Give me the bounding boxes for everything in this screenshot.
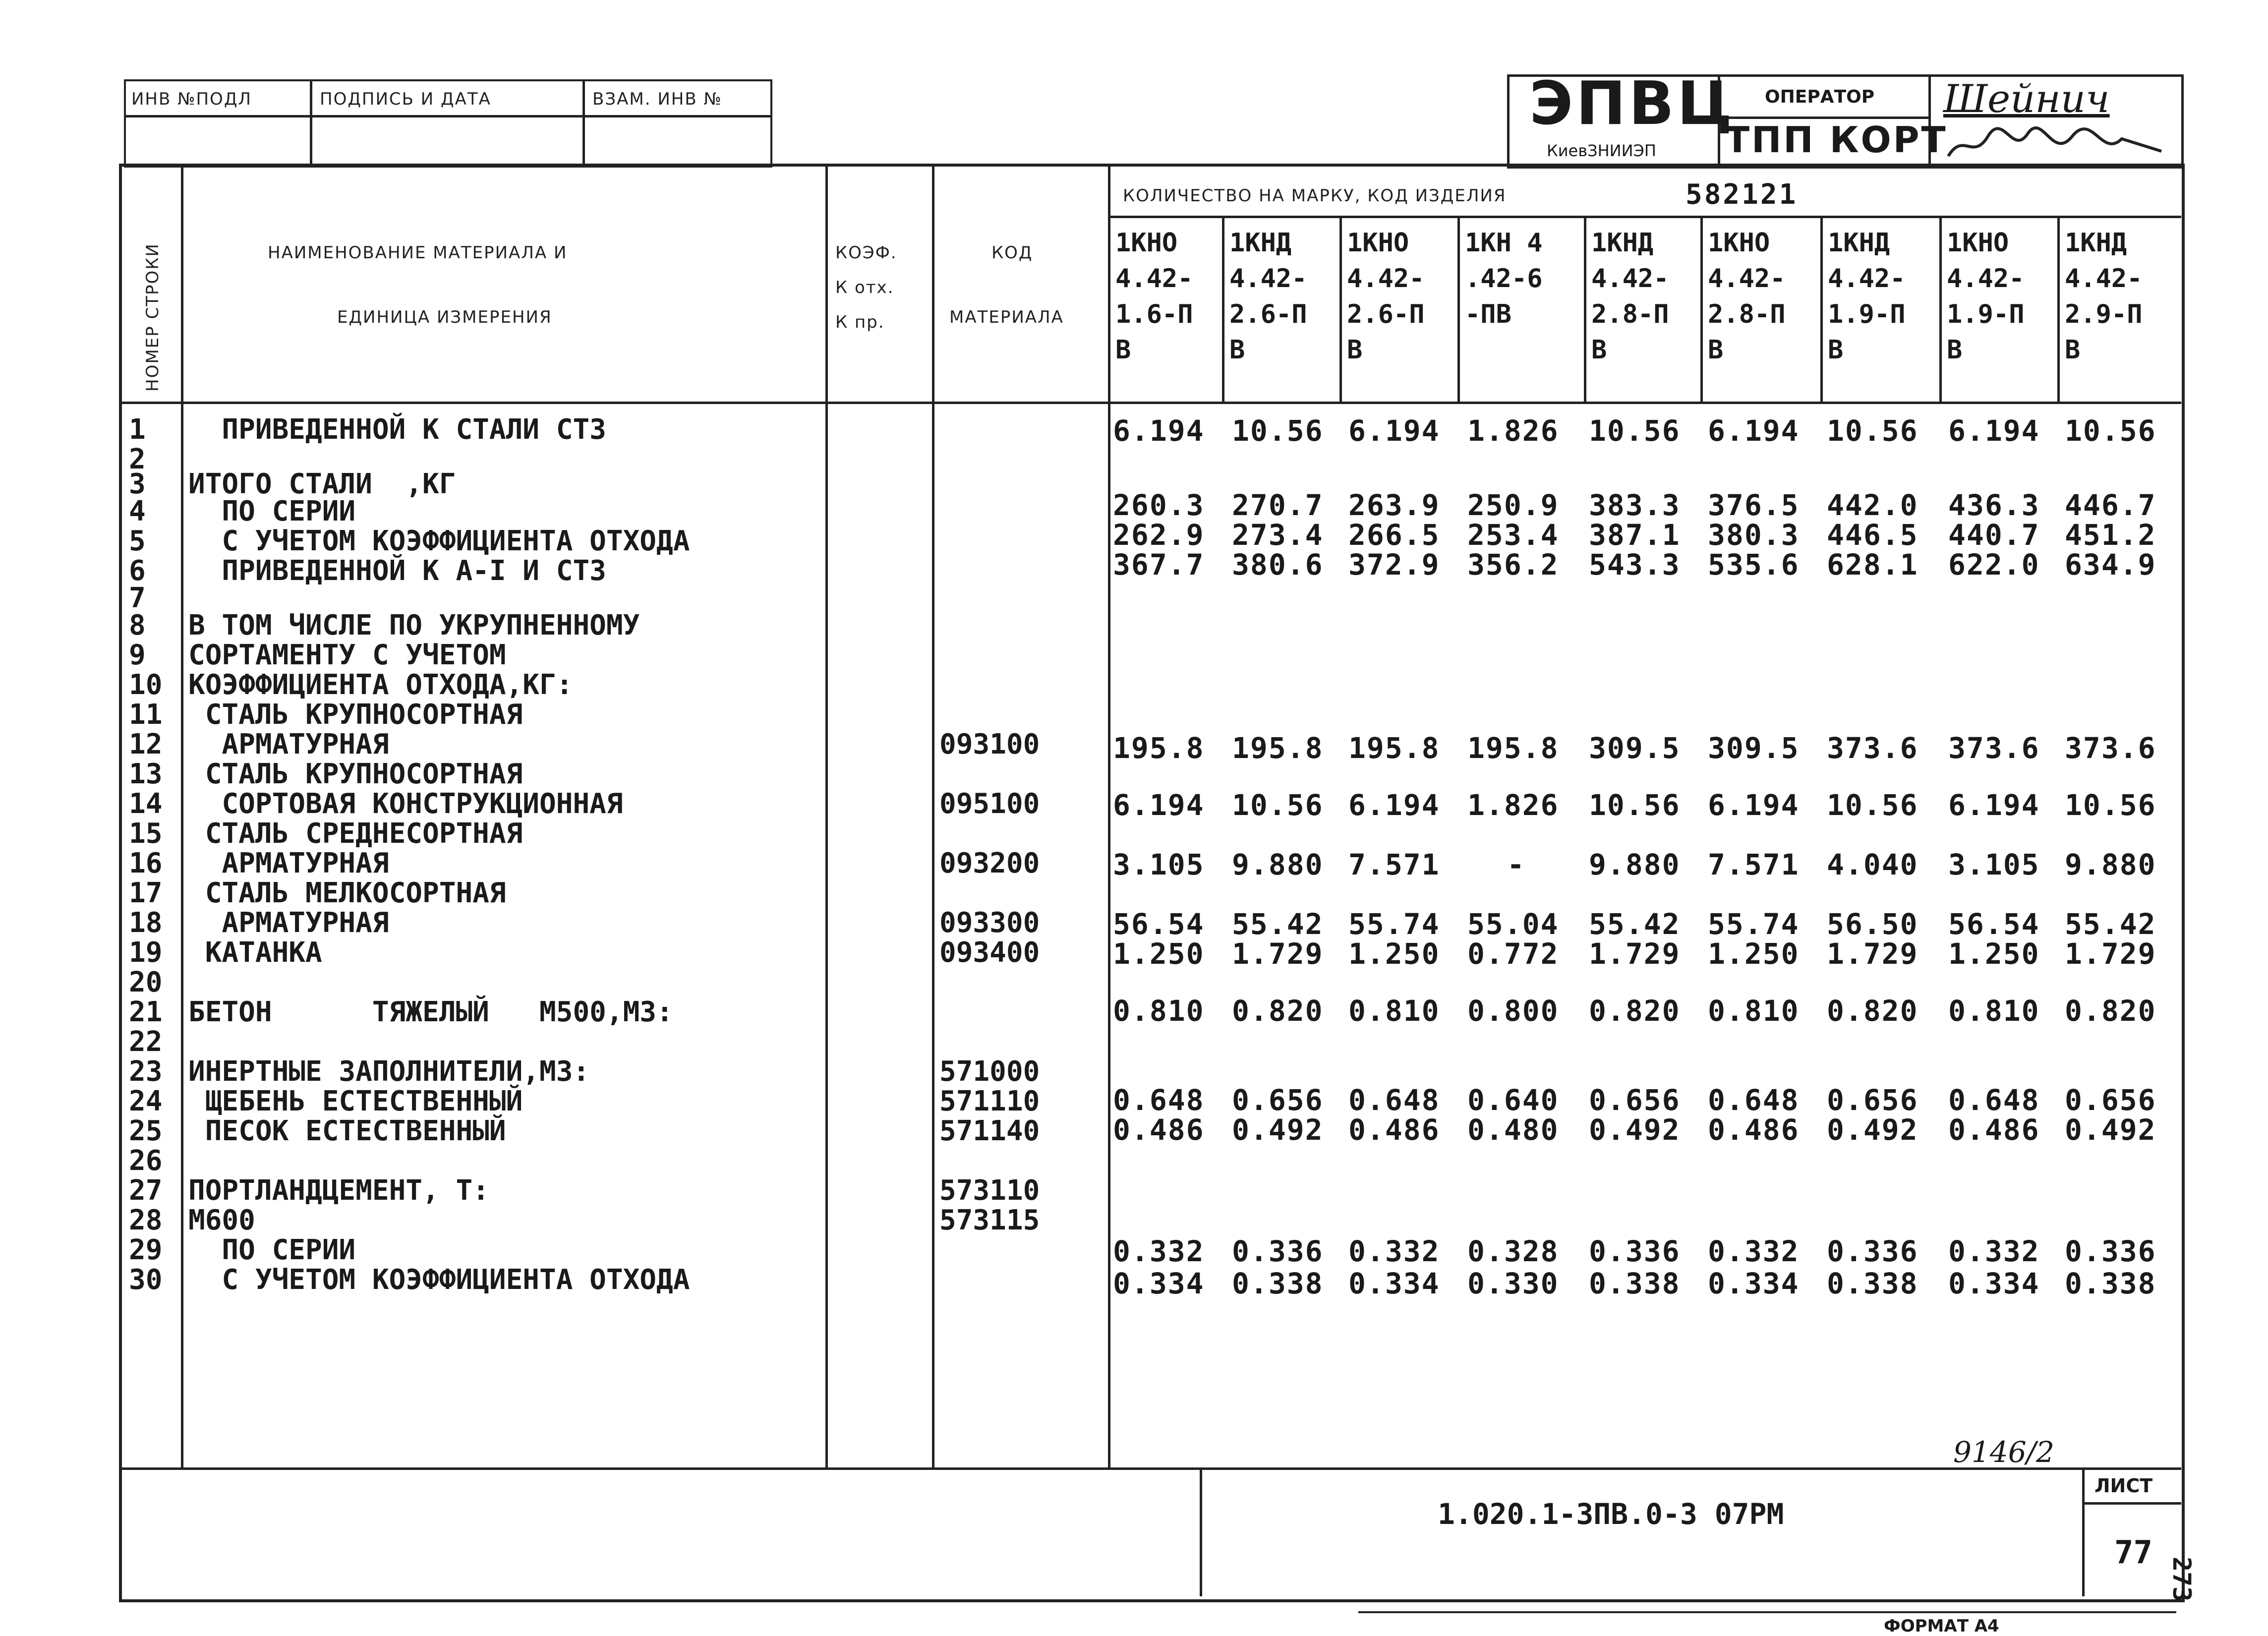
row-name: ПОРТЛАНДЦЕМЕНТ, Т: — [188, 1174, 489, 1207]
cell-value: 0.338 — [1232, 1267, 1324, 1300]
cell-value: 373.6 — [1827, 731, 1919, 765]
cell-value: 0.810 — [1948, 994, 2040, 1028]
cell-value: 1.826 — [1467, 414, 1559, 448]
mark-header-1-line-2: 4.42- — [1115, 264, 1193, 293]
row-number: 13 — [129, 758, 163, 790]
cell-value: 0.820 — [1827, 994, 1919, 1028]
row-name: С УЧЕТОМ КОЭФФИЦИЕНТА ОТХОДА — [188, 525, 690, 557]
cell-value: 6.194 — [1113, 414, 1205, 448]
cell-value: 0.486 — [1948, 1113, 2040, 1147]
ref-number: 9146/2 — [1953, 1435, 2055, 1469]
mark-header-1-line-3: 1.6-П — [1115, 299, 1193, 329]
mark-header-4-line-1: 1КН 4 — [1465, 228, 1543, 258]
cell-value: 0.820 — [1589, 994, 1681, 1028]
cell-value: 442.0 — [1827, 488, 1919, 522]
row-number: 21 — [129, 996, 163, 1028]
row-name: КОЭФФИЦИЕНТА ОТХОДА,КГ: — [188, 669, 573, 701]
cell-value: 56.54 — [1113, 907, 1205, 941]
cell-value: 4.040 — [1827, 848, 1919, 881]
cell-value: 387.1 — [1589, 518, 1681, 552]
cell-value: 55.42 — [2065, 907, 2156, 941]
cell-value: 634.9 — [2065, 548, 2156, 582]
row-number: 27 — [129, 1174, 163, 1207]
row-name: ПО СЕРИИ — [188, 495, 356, 527]
cell-value: 380.6 — [1232, 548, 1324, 582]
cell-value: 0.336 — [1232, 1234, 1324, 1268]
sheet-label: ЛИСТ — [2094, 1475, 2153, 1497]
row-number: 22 — [129, 1026, 163, 1058]
cell-value: 3.105 — [1113, 848, 1205, 881]
cell-value: 0.334 — [1708, 1267, 1800, 1300]
product-code: 582121 — [1686, 178, 1798, 211]
sign-label: ПОДПИСЬ И ДАТА — [320, 89, 491, 109]
cell-value: 309.5 — [1708, 731, 1800, 765]
cell-value: 543.3 — [1589, 548, 1681, 582]
cell-value: 1.250 — [1708, 937, 1800, 971]
format-label: ФОРМАТ А4 — [1884, 1616, 1999, 1636]
mark-header-9-line-4: В — [2065, 335, 2081, 365]
cell-value: 273.4 — [1232, 518, 1324, 552]
cell-value: 383.3 — [1589, 488, 1681, 522]
cell-value: 373.6 — [1948, 731, 2040, 765]
col-code-header-1: КОД — [991, 243, 1033, 263]
cell-value: 0.492 — [1232, 1113, 1324, 1147]
mark-header-6-line-3: 2.8-П — [1708, 299, 1786, 329]
cell-value: 0.486 — [1708, 1113, 1800, 1147]
cell-value: 9.880 — [1589, 848, 1681, 881]
cell-value: 1.729 — [1827, 937, 1919, 971]
operator-signature: Шейнич — [1943, 77, 2110, 121]
cell-value: 270.7 — [1232, 488, 1324, 522]
mark-header-7-line-1: 1КНД — [1828, 228, 1890, 258]
mark-header-2-line-2: 4.42- — [1229, 264, 1307, 293]
cell-value: 376.5 — [1708, 488, 1800, 522]
row-number: 9 — [129, 639, 146, 671]
cell-value: 0.332 — [1708, 1234, 1800, 1268]
row-number: 30 — [129, 1264, 163, 1296]
row-name: СТАЛЬ КРУПНОСОРТНАЯ — [188, 699, 523, 731]
cell-value: 0.820 — [1232, 994, 1324, 1028]
row-number: 26 — [129, 1145, 163, 1177]
inv-label: ИНВ №ПОДЛ — [131, 89, 252, 109]
cell-value: 628.1 — [1827, 548, 1919, 582]
cell-value: 195.8 — [1348, 731, 1440, 765]
cell-value: 436.3 — [1948, 488, 2040, 522]
row-code: 093400 — [939, 936, 1040, 969]
cell-value: 9.880 — [2065, 848, 2156, 881]
cell-value: 56.50 — [1827, 907, 1919, 941]
drawing-sheet — [119, 69, 2196, 1636]
row-number: 1 — [129, 413, 146, 446]
cell-value: 367.7 — [1113, 548, 1205, 582]
row-number: 15 — [129, 818, 163, 850]
cell-value: 0.480 — [1467, 1113, 1559, 1147]
vzam-label: ВЗАМ. ИНВ № — [592, 89, 722, 109]
mark-header-1-line-1: 1КНО — [1115, 228, 1178, 258]
cell-value: 10.56 — [1232, 788, 1324, 822]
cell-value: 0.810 — [1113, 994, 1205, 1028]
row-code: 573110 — [939, 1174, 1040, 1207]
cell-value: 373.6 — [2065, 731, 2156, 765]
row-name: ПРИВЕДЕННОЙ К СТАЛИ СТ3 — [188, 413, 606, 446]
cell-value: 0.492 — [2065, 1113, 2156, 1147]
signature-scribble — [1943, 121, 2171, 164]
cell-value: 55.04 — [1467, 907, 1559, 941]
cell-value: 446.5 — [1827, 518, 1919, 552]
row-name: СТАЛЬ СРЕДНЕСОРТНАЯ — [188, 818, 523, 850]
cell-value: 0.336 — [1589, 1234, 1681, 1268]
cell-value: 6.194 — [1113, 788, 1205, 822]
row-name: АРМАТУРНАЯ — [188, 847, 389, 879]
cell-value: 56.54 — [1948, 907, 2040, 941]
cell-value: 0.810 — [1708, 994, 1800, 1028]
cell-value: 55.42 — [1232, 907, 1324, 941]
cell-value: 622.0 — [1948, 548, 2040, 582]
cell-value: 356.2 — [1467, 548, 1559, 582]
cell-value: 0.656 — [2065, 1083, 2156, 1117]
cell-value: 1.729 — [2065, 937, 2156, 971]
row-number: 5 — [129, 525, 146, 557]
cell-value: 10.56 — [1589, 788, 1681, 822]
cell-value: 0.648 — [1948, 1083, 2040, 1117]
cell-value: 7.571 — [1708, 848, 1800, 881]
cell-value: 6.194 — [1348, 414, 1440, 448]
cell-value: 195.8 — [1467, 731, 1559, 765]
row-code: 571110 — [939, 1085, 1040, 1117]
cell-value: 1.826 — [1467, 788, 1559, 822]
cell-value: 195.8 — [1232, 731, 1324, 765]
row-name: ЩЕБЕНЬ ЕСТЕСТВЕННЫЙ — [188, 1085, 523, 1117]
mark-header-8-line-1: 1КНО — [1947, 228, 2009, 258]
cell-value: 440.7 — [1948, 518, 2040, 552]
cell-value: 10.56 — [1827, 788, 1919, 822]
row-number: 20 — [129, 966, 163, 998]
row-name: БЕТОН ТЯЖЕЛЫЙ М500,М3: — [188, 996, 673, 1028]
page-number: 273 — [2167, 1557, 2196, 1602]
row-number: 19 — [129, 936, 163, 969]
doc-code: 1.020.1-3ПВ.0-3 07РМ — [1438, 1497, 1784, 1531]
cell-value: 253.4 — [1467, 518, 1559, 552]
row-name: СТАЛЬ МЕЛКОСОРТНАЯ — [188, 877, 506, 909]
cell-value: 0.334 — [1948, 1267, 2040, 1300]
cell-value: 6.194 — [1708, 414, 1800, 448]
row-code: 093200 — [939, 847, 1040, 879]
cell-value: 1.250 — [1113, 937, 1205, 971]
cell-value: 1.250 — [1348, 937, 1440, 971]
row-number: 10 — [129, 669, 163, 701]
mark-header-2-line-1: 1КНД — [1229, 228, 1292, 258]
cell-value: 0.656 — [1589, 1083, 1681, 1117]
cell-value: 6.194 — [1348, 788, 1440, 822]
cell-value: 446.7 — [2065, 488, 2156, 522]
cell-value: 0.328 — [1467, 1234, 1559, 1268]
row-name: В ТОМ ЧИСЛЕ ПО УКРУПНЕННОМУ — [188, 609, 640, 642]
mark-header-5-line-4: В — [1591, 335, 1607, 365]
org-main: ЭПВЦ — [1529, 69, 1736, 138]
mark-header-6-line-2: 4.42- — [1708, 264, 1786, 293]
cell-value: - — [1507, 848, 1525, 881]
row-number: 25 — [129, 1115, 163, 1147]
cell-value: 0.336 — [1827, 1234, 1919, 1268]
mark-header-1-line-4: В — [1115, 335, 1131, 365]
row-number: 17 — [129, 877, 163, 909]
cell-value: 0.486 — [1113, 1113, 1205, 1147]
sheet-number: 77 — [2114, 1534, 2153, 1571]
mark-header-7-line-2: 4.42- — [1828, 264, 1906, 293]
operator-label: ОПЕРАТОР — [1765, 87, 1875, 107]
cell-value: 535.6 — [1708, 548, 1800, 582]
col-name-header-2: ЕДИНИЦА ИЗМЕРЕНИЯ — [337, 307, 552, 327]
cell-value: 0.338 — [1589, 1267, 1681, 1300]
mark-header-2-line-4: В — [1229, 335, 1245, 365]
row-name: ПЕСОК ЕСТЕСТВЕННЫЙ — [188, 1115, 506, 1147]
cell-value: 0.800 — [1467, 994, 1559, 1028]
cell-value: 1.729 — [1589, 937, 1681, 971]
mark-header-4-line-2: .42-6 — [1465, 264, 1543, 293]
cell-value: 266.5 — [1348, 518, 1440, 552]
row-number: 6 — [129, 555, 146, 587]
cell-value: 0.332 — [1948, 1234, 2040, 1268]
cell-value: 0.772 — [1467, 937, 1559, 971]
row-number: 16 — [129, 847, 163, 879]
cell-value: 0.648 — [1708, 1083, 1800, 1117]
col-koef-header-1: КОЭФ. — [835, 243, 897, 263]
row-name: СТАЛЬ КРУПНОСОРТНАЯ — [188, 758, 523, 790]
cell-value: 0.338 — [1827, 1267, 1919, 1300]
cell-value: 10.56 — [1827, 414, 1919, 448]
cell-value: 55.42 — [1589, 907, 1681, 941]
mark-header-8-line-2: 4.42- — [1947, 264, 2025, 293]
col-code-header-2: МАТЕРИАЛА — [949, 307, 1064, 327]
mark-header-9-line-1: 1КНД — [2065, 228, 2127, 258]
cell-value: 6.194 — [1708, 788, 1800, 822]
col-koef-header-3: К пр. — [835, 312, 885, 332]
row-name: ИНЕРТНЫЕ ЗАПОЛНИТЕЛИ,М3: — [188, 1055, 590, 1088]
mark-header-9-line-2: 4.42- — [2065, 264, 2143, 293]
row-number: 2 — [129, 443, 146, 475]
row-code: 093100 — [939, 728, 1040, 760]
row-number: 3 — [129, 468, 146, 500]
row-name: АРМАТУРНАЯ — [188, 907, 389, 939]
cell-value: 0.820 — [2065, 994, 2156, 1028]
cell-value: 0.648 — [1348, 1083, 1440, 1117]
cell-value: 250.9 — [1467, 488, 1559, 522]
mark-header-5-line-1: 1КНД — [1591, 228, 1654, 258]
cell-value: 195.8 — [1113, 731, 1205, 765]
cell-value: 263.9 — [1348, 488, 1440, 522]
mark-header-5-line-3: 2.8-П — [1591, 299, 1669, 329]
row-name: ПРИВЕДЕННОЙ К А-I И СТ3 — [188, 555, 606, 587]
row-number: 8 — [129, 609, 146, 642]
cell-value: 0.492 — [1589, 1113, 1681, 1147]
cell-value: 0.332 — [1348, 1234, 1440, 1268]
cell-value: 0.656 — [1827, 1083, 1919, 1117]
row-name: АРМАТУРНАЯ — [188, 728, 389, 760]
cell-value: 262.9 — [1113, 518, 1205, 552]
row-number: 23 — [129, 1055, 163, 1088]
row-name: ПО СЕРИИ — [188, 1234, 356, 1266]
mark-header-8-line-4: В — [1947, 335, 1963, 365]
cell-value: 6.194 — [1948, 414, 2040, 448]
cell-value: 0.656 — [1232, 1083, 1324, 1117]
cell-value: 0.336 — [2065, 1234, 2156, 1268]
mark-header-8-line-3: 1.9-П — [1947, 299, 2025, 329]
mark-header-5-line-2: 4.42- — [1591, 264, 1669, 293]
row-code: 095100 — [939, 788, 1040, 820]
cell-value: 260.3 — [1113, 488, 1205, 522]
cell-value: 0.492 — [1827, 1113, 1919, 1147]
mark-header-4-line-3: -ПВ — [1465, 299, 1512, 329]
mark-header-6-line-4: В — [1708, 335, 1724, 365]
cell-value: 0.334 — [1113, 1267, 1205, 1300]
cell-value: 6.194 — [1948, 788, 2040, 822]
row-code: 573115 — [939, 1204, 1040, 1236]
cell-value: 0.338 — [2065, 1267, 2156, 1300]
row-name: СОРТАМЕНТУ С УЧЕТОМ — [188, 639, 506, 671]
cell-value: 3.105 — [1948, 848, 2040, 881]
col-koef-header-2: К отх. — [835, 278, 894, 297]
row-number: 28 — [129, 1204, 163, 1236]
mark-header-3-line-3: 2.6-П — [1347, 299, 1425, 329]
mark-header-3-line-2: 4.42- — [1347, 264, 1425, 293]
qty-label: КОЛИЧЕСТВО НА МАРКУ, КОД ИЗДЕЛИЯ — [1123, 186, 1507, 206]
row-code: 093300 — [939, 907, 1040, 939]
mark-header-6-line-1: 1КНО — [1708, 228, 1770, 258]
mark-header-9-line-3: 2.9-П — [2065, 299, 2143, 329]
cell-value: 10.56 — [1589, 414, 1681, 448]
cell-value: 10.56 — [2065, 414, 2156, 448]
cell-value: 10.56 — [2065, 788, 2156, 822]
col-name-header-1: НАИМЕНОВАНИЕ МАТЕРИАЛА И — [268, 243, 568, 263]
row-name: ИТОГО СТАЛИ ,КГ — [188, 468, 456, 500]
row-name: С УЧЕТОМ КОЭФФИЦИЕНТА ОТХОДА — [188, 1264, 690, 1296]
cell-value: 9.880 — [1232, 848, 1324, 881]
row-number: 14 — [129, 788, 163, 820]
row-number: 24 — [129, 1085, 163, 1117]
cell-value: 55.74 — [1708, 907, 1800, 941]
mark-header-7-line-3: 1.9-П — [1828, 299, 1906, 329]
cell-value: 380.3 — [1708, 518, 1800, 552]
row-number: 29 — [129, 1234, 163, 1266]
cell-value: 10.56 — [1232, 414, 1324, 448]
cell-value: 0.330 — [1467, 1267, 1559, 1300]
cell-value: 0.332 — [1113, 1234, 1205, 1268]
cell-value: 55.74 — [1348, 907, 1440, 941]
cell-value: 0.810 — [1348, 994, 1440, 1028]
org-sub: КиевЗНИИЭП — [1547, 141, 1656, 160]
row-number: 4 — [129, 495, 146, 527]
row-number: 18 — [129, 907, 163, 939]
cell-value: 0.334 — [1348, 1267, 1440, 1300]
operator-value: ТПП КОРТ — [1725, 119, 1948, 161]
row-name: М600 — [188, 1204, 255, 1236]
row-code: 571140 — [939, 1115, 1040, 1147]
row-number: 12 — [129, 728, 163, 760]
mark-header-3-line-1: 1КНО — [1347, 228, 1409, 258]
cell-value: 0.648 — [1113, 1083, 1205, 1117]
mark-header-3-line-4: В — [1347, 335, 1363, 365]
cell-value: 372.9 — [1348, 548, 1440, 582]
row-name: КАТАНКА — [188, 936, 322, 969]
cell-value: 0.486 — [1348, 1113, 1440, 1147]
row-number: 7 — [129, 582, 146, 614]
cell-value: 1.729 — [1232, 937, 1324, 971]
row-number: 11 — [129, 699, 163, 731]
cell-value: 309.5 — [1589, 731, 1681, 765]
cell-value: 451.2 — [2065, 518, 2156, 552]
cell-value: 1.250 — [1948, 937, 2040, 971]
row-code: 571000 — [939, 1055, 1040, 1088]
col-row-number-header: НОМЕР СТРОКИ — [143, 243, 163, 392]
cell-value: 0.640 — [1467, 1083, 1559, 1117]
mark-header-2-line-3: 2.6-П — [1229, 299, 1307, 329]
row-name: СОРТОВАЯ КОНСТРУКЦИОННАЯ — [188, 788, 623, 820]
mark-header-7-line-4: В — [1828, 335, 1844, 365]
cell-value: 7.571 — [1348, 848, 1440, 881]
